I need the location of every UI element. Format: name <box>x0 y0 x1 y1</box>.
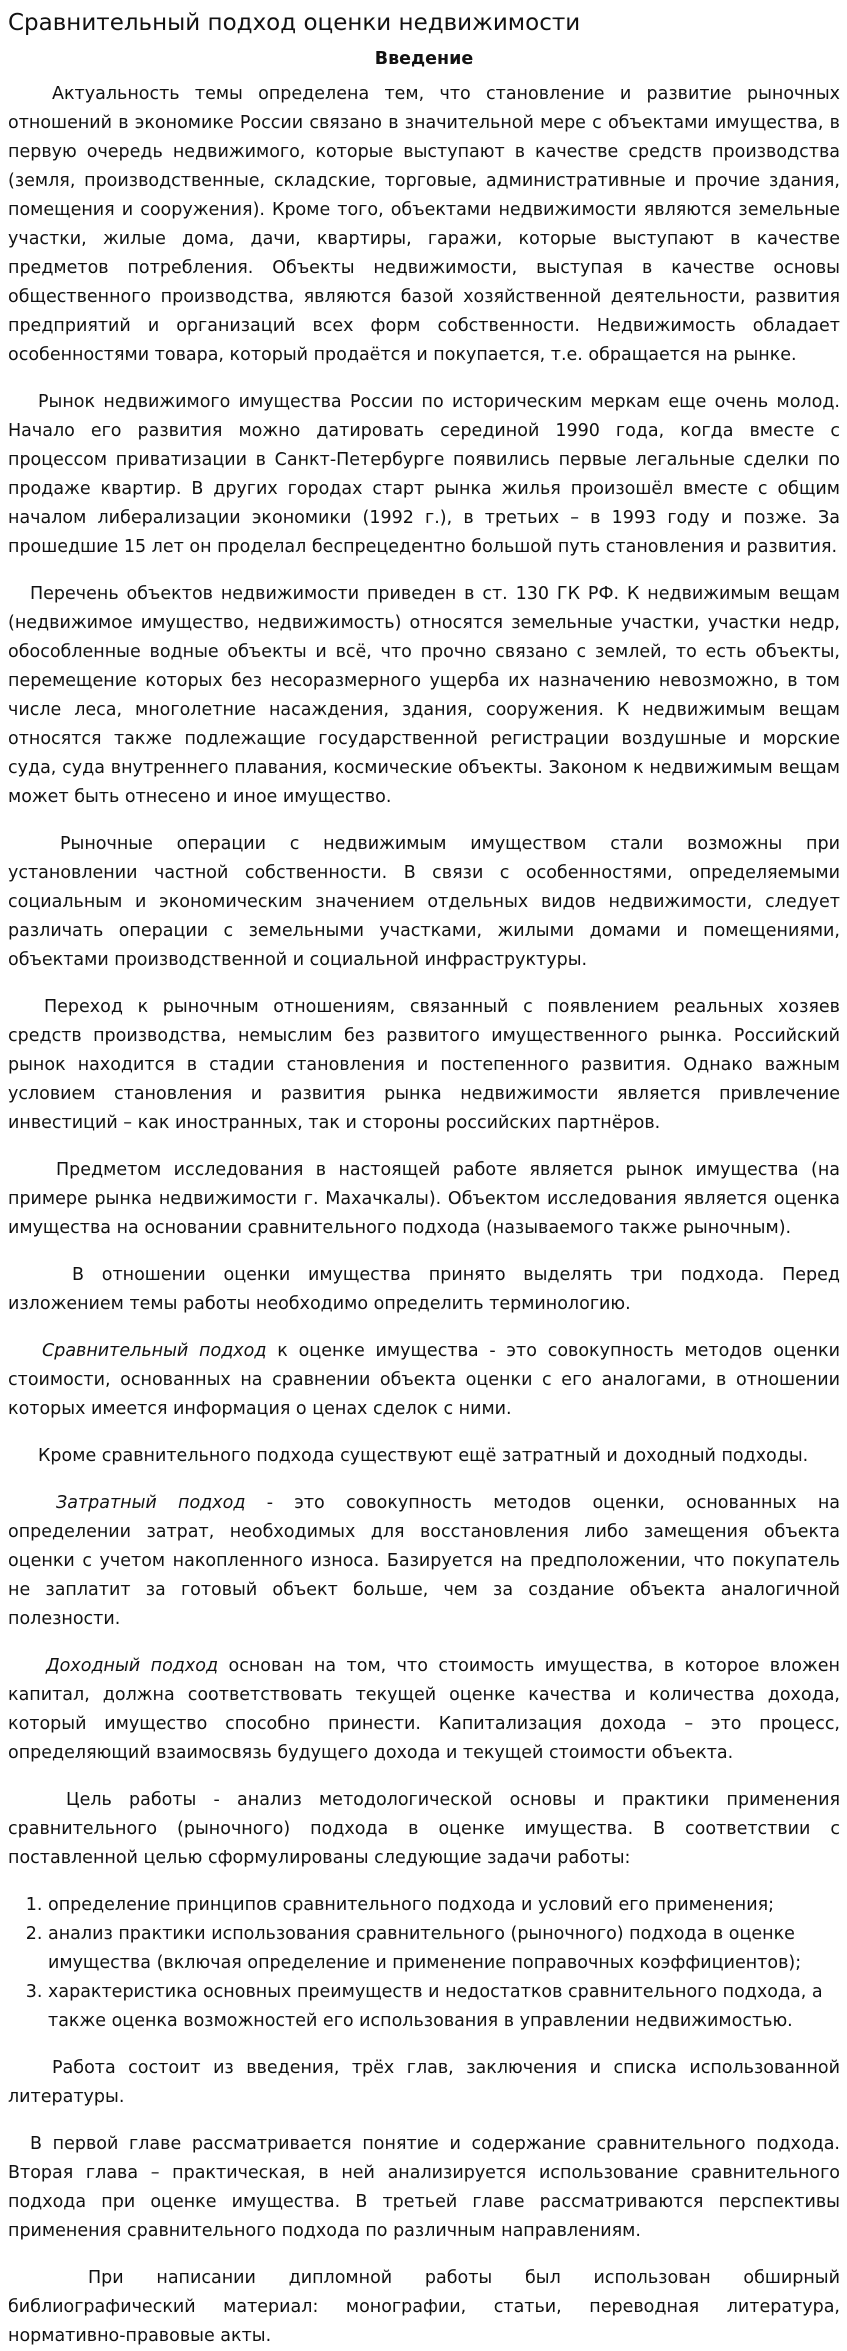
paragraph-chapters: В первой главе рассматривается понятие и содержание сравнительного подхода. Вторая глава – практическая, в ней анализируется использование сравнительного подхода при оценке имущества. В третьей главе рассматриваются перспективы применения сравнительного подхода по различным направлениям. <box>8 2134 840 2241</box>
paragraph-other-approaches: Кроме сравнительного подхода существуют ещё затратный и доходный подходы. <box>38 1446 809 1466</box>
term-comparative: Сравнительный подход <box>42 1341 267 1361</box>
section-heading: Введение <box>374 49 474 69</box>
paragraph-sources: При написании дипломной работы был использован обширный библиографический материал: монографии, статьи, переводная литература, нормативно-правовые акты. <box>8 2268 840 2346</box>
paragraph-property-list: Перечень объектов недвижимости приведен в ст. 130 ГК РФ. К недвижимым вещам (недвижимое имущество, недвижимость) относятся земельные участки, участки недр, обособленные водные объекты и всё, что прочно связано с землей, то есть объекты, перемещение которых без несоразмерного ущерба их назначению невозможно, в том числе леса, многолетние насаждения, здания, сооружения. К недвижимым вещам относятся также подлежащие государственной регистрации воздушные и морские суда, суда внутреннего плавания, космические объекты. Законом к недвижимым вещам может быть отнесено и иное имущество. <box>8 584 840 807</box>
list-item: 1. определение принципов сравнительного подхода и условий его применения; <box>48 1891 840 1920</box>
document-title: Сравнительный подход оценки недвижимости <box>8 10 581 36</box>
paragraph-market-operations: Рыночные операции с недвижимым имуществом стали возможны при установлении частной собственности. В связи с особенностями, определяемыми социальным и экономическим значением отдельных видов недвижимости, следует различать операции с земельными участками, жилыми домами и помещениями, объектами производственной и социальной инфраструктуры. <box>8 834 840 970</box>
paragraph-relevance: Актуальность темы определена тем, что становление и развитие рыночных отношений в экономике России связано в значительной мере с объектами имущества, в первую очередь недвижимого, которые выступают в качестве средств производства (земля, производственные, складские, торговые, административные и прочие здания, помещения и сооружения). Кроме того, объектами недвижимости являются земельные участки, жилые дома, дачи, квартиры, гаражи, которые выступают в качестве предметов потребления. Объекты недвижимости, выступая в качестве основы общественного производства, являются базой хозяйственной деятельности, развития предприятий и организаций всех форм собственности. Недвижимость обладает особенностями товара, который продаётся и покупается, т.е. обращается на рынке. <box>8 84 840 365</box>
paragraph-comparative-approach <box>8 1337 840 1424</box>
paragraph-three-approaches: В отношении оценки имущества принято выделять три подхода. Перед изложением темы работы необходимо определить терминологию. <box>8 1265 840 1314</box>
list-item: 3. характеристика основных преимуществ и недостатков сравнительного подхода, а также оценка возможностей его использования в управлении недвижимостью. <box>48 1978 840 2036</box>
paragraph-market-history: Рынок недвижимого имущества России по историческим меркам еще очень молод. Начало его развития можно датировать серединой 1990 года, когда вместе с процессом приватизации в Санкт-Петербурге появились первые легальные сделки по продаже квартир. В других городах старт рынка жилья произошёл вместе с общим началом либерализации экономики (1992 г.), в третьих – в 1993 году и позже. За прошедшие 15 лет он проделал беспрецедентно большой путь становления и развития. <box>8 392 840 557</box>
paragraph-market-transition: Переход к рыночным отношениям, связанный с появлением реальных хозяев средств производства, немыслим без развитого имущественного рынка. Российский рынок находится в стадии становления и постепенного развития. Однако важным условием становления и развития рынка недвижимости является привлечение инвестиций – как иностранных, так и стороны российских партнёров. <box>8 997 840 1133</box>
paragraph-goal: Цель работы - анализ методологической основы и практики применения сравнительного (рыночного) подхода в оценке имущества. В соответствии с поставленной целью сформулированы следующие задачи работы: <box>8 1790 840 1868</box>
term-income: Доходный подход <box>46 1656 219 1676</box>
definition-comparative: к оценке имущества - это совокупность методов оценки стоимости, основанных на сравнении объекта оценки с его аналогами, в отношении которых имеется информация о ценах сделок с ними. <box>8 1341 840 1419</box>
paragraph-structure: Работа состоит из введения, трёх глав, заключения и списка использованной литературы. <box>8 2058 840 2107</box>
paragraph-research-subject: Предметом исследования в настоящей работе является рынок имущества (на примере рынка недвижимости г. Махачкалы). Объектом исследования является оценка имущества на основании сравнительного подхода (называемого также рыночным). <box>8 1160 840 1238</box>
definition-cost: - это совокупность методов оценки, основанных на определении затрат, необходимых для восстановления либо замещения объекта оценки с учетом накопленного износа. Базируется на предположении, что покупатель не заплатит за готовый объект больше, чем за создание объекта аналогичной полезности. <box>8 1493 840 1629</box>
task-list <box>8 1891 840 2036</box>
definition-income: основан на том, что стоимость имущества, в которое вложен капитал, должна соответствовать текущей оценке качества и количества дохода, который имущество способно принести. Капитализация дохода – это процесс, определяющий взаимосвязь будущего дохода и текущей стоимости объекта. <box>8 1656 840 1763</box>
paragraph-cost-approach <box>8 1489 840 1634</box>
list-item: 2. анализ практики использования сравнительного (рыночного) подхода в оценке имущества (включая определение и применение поправочных коэффициентов); <box>48 1920 840 1978</box>
paragraph-income-approach <box>8 1652 840 1768</box>
term-cost: Затратный подход <box>56 1493 246 1513</box>
